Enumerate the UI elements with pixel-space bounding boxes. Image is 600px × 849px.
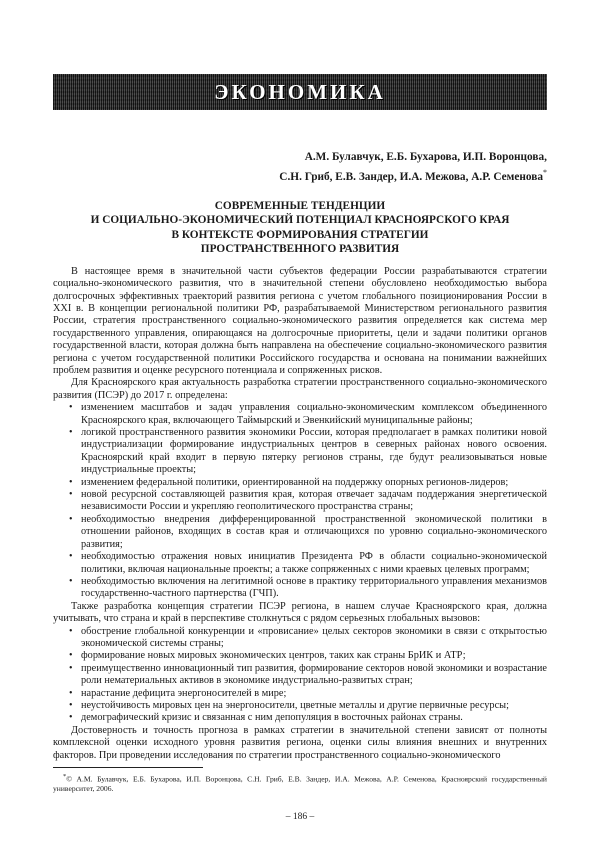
list-item: • необходимостью внедрения дифференцированной пространственной экономической политики в отношении районов, входящих в состав края и отличающихся по уровню социально-экономического развития; [53,514,547,551]
list-item: • обострение глобальной конкуренции и «провисание» целых секторов экономики в связи с открытостью экономической системы страны; [53,626,547,651]
title-line-3: В КОНТЕКСТЕ ФОРМИРОВАНИЯ СТРАТЕГИИ [171,228,429,241]
footnote-divider [53,767,203,768]
authors-line-2-text: С.Н. Гриб, Е.В. Зандер, И.А. Межова, А.Р. Семенова [279,170,543,183]
list-item: • необходимостью отражения новых инициатив Президента РФ в области социально-экономической политики, включая национальные проекты; а также сопряженных с ними краевых целевых программ; [53,551,547,576]
title-line-1: СОВРЕМЕННЫЕ ТЕНДЕНЦИИ [214,199,386,212]
bullet-list-challenges [53,626,547,725]
list-item: • нарастание дефицита энергоносителей в мире; [53,688,547,700]
list-item: • преимущественно инновационный тип развития, формирование секторов новой экономики и возрастание роли нематериальных активов в экономике индустриально-развитых стран; [53,663,547,688]
list-item: • новой ресурсной составляющей развития края, которая отвечает задачам поддержания энергетической независимости России и укрепляю геополитического пространства страны; [53,489,547,514]
paragraph-intro: В настоящее время в значительной части субъектов федерации России разрабатываются стратегии социально-экономического развития, что в значительной степени обусловлено необходимостью выбора долгосрочных эффективных траекторий развития региона с учетом глобального позиционирования России в XXI в. В концепции региональной политики РФ, разрабатываемой Министерством регионального развития России, стратегия пространственного социально-экономического развития определяется как система мер государственного управления, опирающаяся на долгосрочные приоритеты, цели и задачи политики органов государственной власти, которая должна быть направлена на обеспечение социально-экономического развития региона с учетом государственной политики Российского государства и основана на понимании важнейших проблем развития и оценке ресурсного потенциала и сопряженных рисков. [53,265,547,377]
authors-footnote-marker: * [543,168,547,177]
authors-line-1: А.М. Булавчук, Е.Б. Бухарова, И.П. Воронцова, [304,151,547,163]
list-item: • необходимостью включения на легитимной основе в практику территориального управления механизмов государственно-частного партнерства (ГЧП). [53,576,547,601]
list-item: • неустойчивость мировых цен на энергоносители, цветные металлы и другие первичные ресурсы; [53,700,547,712]
list-item: • демографический кризис и связанная с ним депопуляция в восточных районах страны. [53,712,547,724]
paragraph-closing: Достоверность и точность прогноза в рамках стратегии в значительной степени зависят от полноты комплексной оценки исходного уровня развития региона, оценки силы влияния внешних и внутренних факторов. При проведении исследования по стратегии пространственного социально-экономического [53,724,547,761]
page-title [53,199,547,257]
list-item: • логикой пространственного развития экономики России, которая предполагает в рамках политики новой индустриализации формирование индустриальных центров в северных районах нового освоения. Красноярский край входит в первую пятерку регионов страны, где будут реализовываться новые индустриальные проекты; [53,427,547,477]
section-title: ЭКОНОМИКА [214,79,386,104]
section-banner [53,74,547,110]
footnote-text: © А.М. Булавчук, Е.Б. Бухарова, И.П. Воронцова, С.Н. Гриб, Е.В. Зандер, И.А. Межова, А.Р. Семенова, Красноярский государственный университет, 2006. [53,774,547,794]
footnote-marker: * [63,773,67,780]
paragraph-lead-in-1: Для Красноярского края актуальность разработка стратегии пространственного социально-экономического развития (ПСЭР) до 2017 г. определена: [53,377,547,401]
section-banner-inner [53,74,547,110]
list-item: • изменением масштабов и задач управления социально-экономическим комплексом объединенного Красноярского края, включающего Таймырский и Эвенкийский муниципальные районы; [53,402,547,427]
authors-block [53,150,547,185]
title-line-4: ПРОСТРАНСТВЕННОГО РАЗВИТИЯ [200,243,400,256]
authors-line-2 [53,165,547,185]
article-content [53,150,547,762]
page-number: – 186 – [285,812,315,822]
bullet-list-relevance [53,402,547,601]
list-item: • изменением федеральной политики, ориентированной на поддержку опорных регионов-лидеров; [53,477,547,489]
paragraph-lead-in-2: Также разработка концепция стратегии ПСЭР региона, в нашем случае Красноярского края, должна учитывать, что страна и край в перспективе столкнуться с рядом серьезных глобальных вызовов: [53,600,547,625]
footnote [53,772,547,794]
title-line-2: И СОЦИАЛЬНО-ЭКОНОМИЧЕСКИЙ ПОТЕНЦИАЛ КРАСНОЯРСКОГО КРАЯ [90,214,510,227]
list-item: • формирование новых мировых экономических центров, таких как страны БрИК и АТР; [53,650,547,662]
